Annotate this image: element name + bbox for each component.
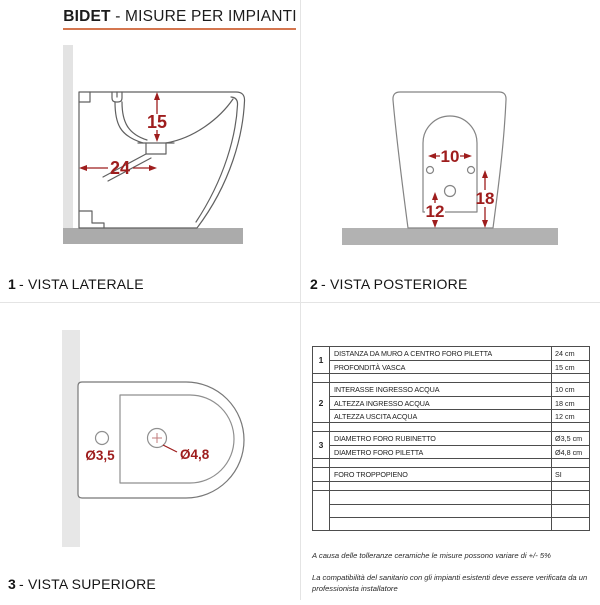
dim-faucet-hole-label: Ø3,5: [85, 448, 115, 463]
table-row: [330, 459, 589, 467]
table-group-rows: [330, 491, 589, 530]
table-cell-description: FORO TROPPOPIENO: [334, 470, 408, 479]
posterior-view-number: 2: [310, 276, 318, 292]
table-row: [330, 396, 589, 409]
table-group: [312, 490, 590, 531]
table-row: [330, 445, 589, 458]
table-spacer: [312, 481, 590, 491]
table-cell-description: INTERASSE INGRESSO ACQUA: [334, 385, 440, 394]
table-cell-value: 24 cm: [551, 347, 589, 360]
posterior-view-drawing: [300, 40, 600, 300]
dim-depth-label: 15: [146, 112, 168, 132]
superior-view-label: [8, 576, 156, 592]
table-row: [330, 517, 589, 530]
dim-outlet-height-label: 12: [425, 202, 445, 221]
spec-table: [312, 346, 590, 531]
table-group-number: [313, 423, 330, 431]
posterior-view-text: - VISTA POSTERIORE: [321, 276, 468, 292]
table-cell-value: [551, 374, 589, 382]
table-group-rows: [330, 459, 589, 467]
table-cell-value: [551, 482, 589, 490]
table-group-rows: [330, 423, 589, 431]
table-row: [330, 409, 589, 422]
table-cell-description: DIAMETRO FORO RUBINETTO: [334, 434, 436, 443]
table-group-number: [313, 459, 330, 467]
table-cell-description: [330, 374, 551, 382]
superior-wall: [62, 330, 80, 547]
table-group-number: 3: [313, 432, 330, 458]
page-title-brand: BIDET: [63, 8, 111, 25]
table-row: [330, 432, 589, 445]
table-cell-description: DIAMETRO FORO PILETTA: [334, 447, 424, 457]
superior-view-text: - VISTA SUPERIORE: [19, 576, 156, 592]
table-group: [312, 346, 590, 374]
superior-view-number: 3: [8, 576, 16, 592]
table-cell-description: ALTEZZA USCITA ACQUA: [334, 411, 418, 421]
table-cell-description: ALTEZZA INGRESSO ACQUA: [334, 398, 430, 408]
lateral-view-text: - VISTA LATERALE: [19, 276, 144, 292]
lateral-view-label: [8, 276, 144, 292]
table-cell-value: 18 cm: [551, 397, 589, 409]
table-group: [312, 467, 590, 482]
table-cell-description: [330, 459, 551, 467]
table-cell-description: [330, 505, 551, 517]
table-cell-value: [551, 518, 589, 530]
table-cell-value: [551, 505, 589, 517]
lateral-view-drawing: [0, 40, 300, 300]
table-group: [312, 431, 590, 459]
table-cell-description: DISTANZA DA MURO A CENTRO FORO PILETTA: [334, 349, 493, 358]
table-group-number: [313, 491, 330, 530]
table-group-rows: [330, 383, 589, 422]
table-cell-value: 15 cm: [551, 361, 589, 373]
table-group-number: [313, 374, 330, 382]
table-cell-value: Ø3,5 cm: [551, 432, 589, 445]
table-row: [330, 360, 589, 373]
table-cell-value: [551, 459, 589, 467]
page-title: [0, 8, 360, 26]
dim-drain-hole-label: Ø4,8: [180, 447, 210, 462]
table-row: [330, 482, 589, 490]
table-group-number: 1: [313, 347, 330, 373]
table-cell-description: [330, 423, 551, 431]
table-group-rows: [330, 374, 589, 382]
lateral-view-number: 1: [8, 276, 16, 292]
bidet-top-outline: [78, 382, 244, 498]
table-row: [330, 423, 589, 431]
table-row: [330, 468, 589, 481]
footnotes: [312, 550, 594, 605]
table-row: [330, 491, 589, 504]
table-cell-description: [330, 491, 551, 504]
table-group-rows: [330, 432, 589, 458]
table-group: [312, 382, 590, 423]
posterior-view-label: [310, 276, 467, 292]
posterior-floor: [342, 228, 558, 245]
footnote-compatibility: La compatibilità del sanitario con gli impianti esistenti deve essere verificata da un professionista installatore: [312, 573, 588, 593]
table-group-number: 2: [313, 383, 330, 422]
table-row: [330, 383, 589, 396]
table-cell-description: PROFONDITÀ VASCA: [334, 362, 406, 372]
table-cell-description: [330, 518, 551, 530]
title-underline: [63, 28, 296, 30]
table-row: [330, 347, 589, 360]
table-row: [330, 504, 589, 517]
table-group-number: [313, 468, 330, 481]
table-cell-value: [551, 491, 589, 504]
table-cell-value: SI: [551, 468, 589, 481]
page-title-rest: - MISURE PER IMPIANTI: [110, 8, 297, 25]
table-group-rows: [330, 468, 589, 481]
table-spacer: [312, 373, 590, 383]
table-cell-value: [551, 423, 589, 431]
table-cell-description: [330, 482, 551, 490]
dim-distance-label: 24: [109, 158, 131, 178]
table-row: [330, 374, 589, 382]
table-group-rows: [330, 482, 589, 490]
footnote-tolerance: A causa delle tolleranze ceramiche le misure possono variare di +/- 5%: [312, 551, 551, 560]
dim-interaxis-label: 10: [440, 147, 460, 166]
table-spacer: [312, 422, 590, 432]
dim-inlet-height-label: 18: [475, 189, 495, 208]
table-spacer: [312, 458, 590, 468]
table-group-rows: [330, 347, 589, 373]
table-cell-value: Ø4,8 cm: [551, 446, 589, 458]
table-group-number: [313, 482, 330, 490]
superior-view-drawing: [0, 300, 300, 600]
table-cell-value: 10 cm: [551, 383, 589, 396]
table-cell-value: 12 cm: [551, 410, 589, 422]
